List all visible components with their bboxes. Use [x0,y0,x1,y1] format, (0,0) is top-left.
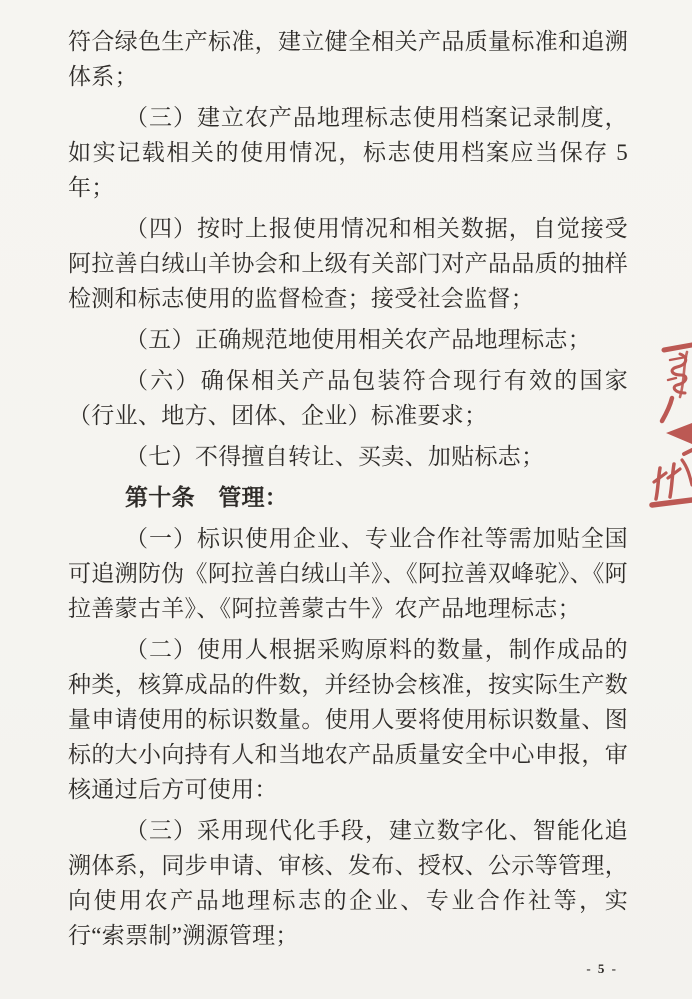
paragraph-item-3: （三）建立农产品地理标志使用档案记录制度，如实记载相关的使用情况，标志使用档案应当保存 5 年； [68,105,628,200]
red-underline-stroke-icon [652,500,692,505]
paragraph-item-5: （五）正确规范地使用相关农产品地理标志； [125,327,591,352]
paragraph-mgmt-item-3: （三）采用现代化手段，建立数字化、智能化追溯体系，同步申请、审核、发布、授权、公示等管理，向使用农产品地理标志的企业、专业合作社等，实行“索票制”溯源管理； [68,818,628,948]
clause-heading-article-10: 第十条 管理： [125,484,289,510]
page-number: - 5 - [586,961,618,976]
paragraph-mgmt-item-2: （二）使用人根据采购原料的数量，制作成品的种类，核算成品的件数，并经协会核准，按实际生产数量申请使用的标识数量。使用人要将使用标识数量、图标的大小向持有人和当地农产品质量安全中心申报，审核通过后方可使用： [68,637,628,802]
red-arrowhead-icon [666,423,692,444]
paragraph-item-7: （七）不得擅自转让、买卖、加贴标志； [125,444,545,469]
paragraph-continuation: 符合绿色生产标准，建立健全相关产品质量标准和追溯体系； [68,29,628,89]
red-horizontal-stroke-icon [664,345,692,350]
document-body [68,24,628,959]
red-character-fragment-icon [684,450,692,454]
red-cursive-scribble-icon [672,354,686,393]
paragraph-item-4: （四）按时上报使用情况和相关数据，自觉接受阿拉善白绒山羊协会和上级有关部门对产品品质的抽样检测和标志使用的监督检查；接受社会监督； [68,216,628,311]
paragraph-mgmt-item-1: （一）标识使用企业、专业合作社等需加贴全国可追溯防伪《阿拉善白绒山羊》、《阿拉善双峰驼》、《阿拉善蒙古羊》、《阿拉善蒙古牛》农产品地理标志； [68,526,628,621]
red-ink-annotation-icon [646,336,692,512]
paragraph-item-6: （六）确保相关产品包装符合现行有效的国家（行业、地方、团体、企业）标准要求； [68,368,628,428]
red-comma-stroke-icon [662,398,672,421]
